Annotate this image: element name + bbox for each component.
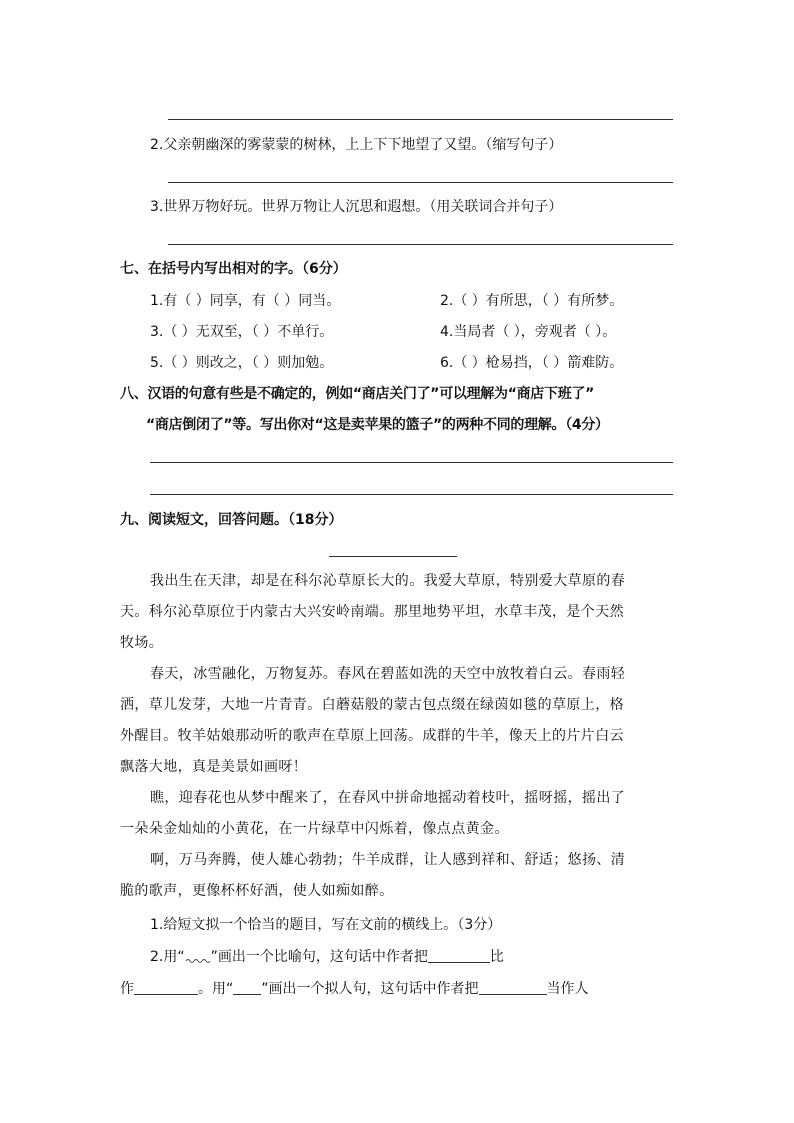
question-6-2: 2.父亲朝幽深的雾蒙蒙的树林，上上下下地望了又望。（缩写句子）	[150, 137, 563, 153]
answer-line-6-2[interactable]	[168, 182, 673, 183]
passage-line-1: 我出生在天津，却是在科尔沁草原长大的。我爱大草原，特别爱大草原的春	[150, 573, 626, 589]
answer-blank-3[interactable]	[479, 982, 547, 995]
passage-line-7: 飘落大地，真是美景如画呀！	[120, 759, 308, 775]
q2-text-b: ”画出一个比喻句，这句话中作者把	[210, 949, 428, 965]
passage-line-4: 春天，冰雪融化，万物复苏。春风在碧蓝如洗的天空中放牧着白云。春雨轻	[150, 666, 626, 682]
q2-text-c: 比	[489, 949, 504, 965]
passage-line-5: 洒，草儿发芽，大地一片青青。白蘑菇般的蒙古包点缀在绿茵如毯的草原上，格	[120, 697, 624, 713]
answer-line-8-2[interactable]	[150, 494, 673, 495]
passage-line-9: 一朵朵金灿灿的小黄花，在一片绿草中闪烁着，像点点黄金。	[120, 821, 509, 837]
q2-text-g: 当作人	[546, 981, 589, 997]
fill-item-6: 6.（ ）枪易挡，（ ）箭难防。	[440, 355, 624, 371]
q2-text-e: 。用“	[198, 981, 234, 997]
fill-item-3: 3.（ ）无双至，（ ）不单行。	[150, 324, 334, 340]
section-7-title: 七、在括号内写出相对的字。（6分）	[120, 261, 347, 277]
section-8-line-1: 八、汉语的句意有些是不确定的，例如“商店关门了”可以理解为“商店下班了”	[120, 386, 595, 402]
passage-line-2: 天。科尔沁草原位于内蒙古大兴安岭南端。那里地势平坦，水草丰茂，是个天然	[120, 604, 624, 620]
passage-line-10: 啊，万马奔腾，使人雄心勃勃；牛羊成群，让人感到祥和、舒适；悠扬、清	[150, 852, 626, 868]
section-8-line-2: “商店倒闭了”等。写出你对“这是卖苹果的篮子”的两种不同的理解。（4分）	[146, 417, 609, 433]
passage-line-11: 脆的歌声，更像杯杯好酒，使人如痴如醉。	[120, 883, 394, 899]
fill-item-2: 2.（ ）有所思，（ ）有所梦。	[440, 293, 624, 309]
question-9-2-line-2	[120, 978, 589, 998]
wavy-underline-symbol-icon	[185, 952, 211, 964]
straight-underline-symbol-icon	[233, 982, 261, 995]
answer-blank-1[interactable]	[428, 950, 490, 963]
passage-line-8: 瞧，迎春花也从梦中醒来了，在春风中拼命地摇动着枝叶，摇呀摇，摇出了	[150, 790, 626, 806]
fill-item-5: 5.（ ）则改之，（ ）则加勉。	[150, 355, 334, 371]
fill-item-1: 1.有（ ）同享，有（ ）同当。	[150, 293, 341, 309]
question-9-2-line-1	[150, 946, 504, 966]
q2-text-a: 2.用“	[150, 949, 185, 965]
answer-line-6-1[interactable]	[168, 119, 673, 120]
passage-line-6: 外醒目。牧羊姑娘那动听的歌声在草原上回荡。成群的牛羊，像天上的片片白云	[120, 728, 624, 744]
section-9-title: 九、阅读短文，回答问题。（18分）	[120, 512, 343, 528]
question-6-3: 3.世界万物好玩。世界万物让人沉思和遐想。（用关联词合并句子）	[150, 199, 563, 215]
answer-blank-2[interactable]	[134, 982, 198, 995]
answer-line-6-3[interactable]	[168, 244, 673, 245]
answer-line-8-1[interactable]	[150, 462, 673, 463]
q2-text-d: 作	[120, 981, 134, 997]
passage-title-line[interactable]	[329, 556, 457, 557]
fill-item-4: 4.当局者（ ），旁观者（ ）。	[440, 324, 617, 340]
question-9-1: 1.给短文拟一个恰当的题目，写在文前的横线上。（3分）	[150, 917, 502, 933]
q2-text-f: ”画出一个拟人句，这句话中作者把	[261, 981, 479, 997]
passage-line-3: 牧场。	[120, 635, 164, 651]
